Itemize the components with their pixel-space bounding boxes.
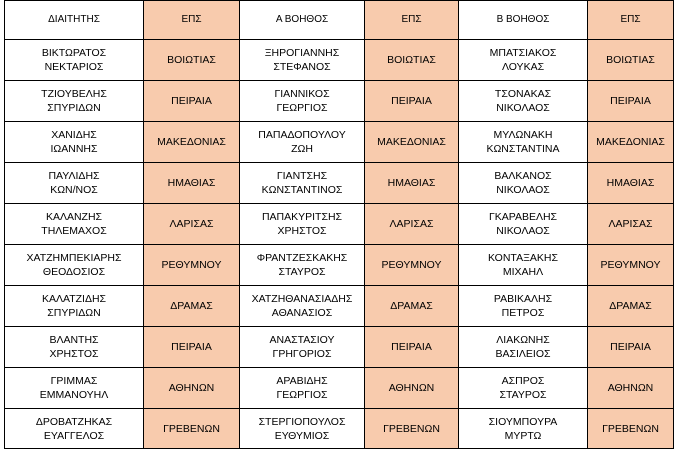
assistant-a-eps-cell: ΑΘΗΝΩΝ xyxy=(365,368,459,409)
table-row xyxy=(5,286,674,327)
surname: ΜΠΑΤΣΙΑΚΟΣ xyxy=(489,47,557,59)
table-body xyxy=(5,40,674,449)
referee-name-cell xyxy=(5,245,144,286)
assistant-b-name-cell xyxy=(459,81,588,122)
surname: ΠΑΠΑΚΥΡΙΤΣΗΣ xyxy=(261,211,343,223)
first-name: ΜΥΡΤΩ xyxy=(504,429,542,442)
surname: ΑΝΑΣΤΑΣΙΟΥ xyxy=(269,334,335,346)
assistant-a-eps-cell: ΓΡΕΒΕΝΩΝ xyxy=(365,409,459,449)
assistant-b-name-cell xyxy=(459,245,588,286)
surname: ΛΙΑΚΩΝΗΣ xyxy=(496,334,550,346)
referee-name-cell xyxy=(5,163,144,204)
surname: ΒΙΚΤΩΡΑΤΟΣ xyxy=(41,47,107,59)
table-row xyxy=(5,81,674,122)
header-referee: ΔΙΑΙΤΗΤΗΣ xyxy=(5,1,144,40)
surname: ΓΙΑΝΤΣΗΣ xyxy=(276,170,328,182)
assistant-a-eps-cell: ΠΕΙΡΑΙΑ xyxy=(365,81,459,122)
assistant-b-eps-cell: ΓΡΕΒΕΝΩΝ xyxy=(588,409,674,449)
assistant-a-eps-cell: ΗΜΑΘΙΑΣ xyxy=(365,163,459,204)
surname: ΔΡΟΒΑΤΖΗΚΑΣ xyxy=(35,415,113,428)
assistant-a-name-cell xyxy=(240,122,365,163)
surname: ΚΟΝΤΑΞΑΚΗΣ xyxy=(488,252,558,264)
table-row xyxy=(5,204,674,245)
assistant-b-name-cell xyxy=(459,327,588,368)
referee-eps-cell: ΛΑΡΙΣΑΣ xyxy=(144,204,240,245)
referee-eps-cell: ΠΕΙΡΑΙΑ xyxy=(144,81,240,122)
surname: ΜΥΛΩΝΑΚΗ xyxy=(493,129,553,141)
surname: ΚΑΛΑΤΖΙΔΗΣ xyxy=(41,293,107,305)
referee-eps-cell: ΜΑΚΕΔΟΝΙΑΣ xyxy=(144,122,240,163)
first-name: ΝΙΚΟΛΑΟΣ xyxy=(496,225,550,237)
first-name: ΕΥΑΓΓΕΛΟΣ xyxy=(43,429,105,442)
surname: ΑΡΑΒΙΔΗΣ xyxy=(276,375,328,387)
assistant-b-eps-cell: ΜΑΚΕΔΟΝΙΑΣ xyxy=(588,122,674,163)
table-row xyxy=(5,122,674,163)
assistant-b-eps-cell: ΒΟΙΩΤΙΑΣ xyxy=(588,40,674,81)
header-assistant-a: Α ΒΟΗΘΟΣ xyxy=(240,1,365,40)
assistant-b-eps-cell: ΠΕΙΡΑΙΑ xyxy=(588,81,674,122)
referee-name-cell xyxy=(5,286,144,327)
header-assistant-b: Β ΒΟΗΘΟΣ xyxy=(459,1,588,40)
assistant-a-name-cell xyxy=(240,163,365,204)
assistant-a-eps-cell: ΛΑΡΙΣΑΣ xyxy=(365,204,459,245)
assistant-b-name-cell xyxy=(459,204,588,245)
assistant-b-eps-cell: ΔΡΑΜΑΣ xyxy=(588,286,674,327)
first-name: ΤΗΛΕΜΑΧΟΣ xyxy=(41,225,107,237)
surname: ΒΑΛΚΑΝΟΣ xyxy=(494,170,552,182)
first-name: ΜΙΧΑΗΛ xyxy=(502,266,544,278)
referee-name-cell xyxy=(5,122,144,163)
first-name: ΚΩΝΣΤΑΝΤΙΝΑ xyxy=(486,143,560,155)
referee-name-cell xyxy=(5,40,144,81)
surname: ΧΑΤΖΗΘΑΝΑΣΙΑΔΗΣ xyxy=(251,293,353,305)
surname: ΑΣΠΡΟΣ xyxy=(501,375,545,387)
first-name: ΙΩΑΝΝΗΣ xyxy=(50,143,98,155)
surname: ΧΑΝΙΔΗΣ xyxy=(51,129,97,141)
referee-eps-cell: ΡΕΘΥΜΝΟΥ xyxy=(144,245,240,286)
surname: ΠΑΥΛΙΔΗΣ xyxy=(48,170,100,182)
assistant-a-name-cell xyxy=(240,409,365,449)
assistant-a-eps-cell: ΠΕΙΡΑΙΑ xyxy=(365,327,459,368)
assistant-a-eps-cell: ΔΡΑΜΑΣ xyxy=(365,286,459,327)
first-name: ΠΕΤΡΟΣ xyxy=(501,307,545,319)
surname: ΓΙΑΝΝΙΚΟΣ xyxy=(274,88,330,100)
surname: ΤΖΙΟΥΒΕΛΗΣ xyxy=(41,88,107,100)
assistant-b-eps-cell: ΗΜΑΘΙΑΣ xyxy=(588,163,674,204)
table-header-row xyxy=(5,1,674,40)
table-row xyxy=(5,368,674,409)
surname: ΚΑΛΑΝΖΗΣ xyxy=(45,211,103,223)
surname: ΠΑΠΑΔΟΠΟΥΛΟΥ xyxy=(258,129,346,141)
header-assistant-b-eps: ΕΠΣ xyxy=(588,1,674,40)
first-name: ΑΘΑΝΑΣΙΟΣ xyxy=(271,307,333,319)
first-name: ΣΤΑΥΡΟΣ xyxy=(278,266,326,278)
referee-assignments-table xyxy=(4,0,674,449)
assistant-b-name-cell xyxy=(459,163,588,204)
referee-eps-cell: ΠΕΙΡΑΙΑ xyxy=(144,327,240,368)
first-name: ΚΩΝ/ΝΟΣ xyxy=(50,184,98,196)
surname: ΣΤΕΡΓΙΟΠΟΥΛΟΣ xyxy=(258,415,346,428)
surname: ΤΣΟΝΑΚΑΣ xyxy=(494,88,552,100)
assistant-a-name-cell xyxy=(240,204,365,245)
table-row xyxy=(5,163,674,204)
assistant-b-eps-cell: ΠΕΙΡΑΙΑ xyxy=(588,327,674,368)
first-name: ΓΕΩΡΓΙΟΣ xyxy=(276,389,328,401)
surname: ΒΛΑΝΤΗΣ xyxy=(49,334,99,346)
first-name: ΕΜΜΑΝΟΥΗΛ xyxy=(39,389,109,401)
assistant-b-name-cell xyxy=(459,286,588,327)
referee-name-cell xyxy=(5,409,144,449)
header-assistant-a-eps: ΕΠΣ xyxy=(365,1,459,40)
first-name: ΖΩΗ xyxy=(291,143,313,155)
referee-name-cell xyxy=(5,81,144,122)
assistant-b-name-cell xyxy=(459,40,588,81)
surname: ΣΙΟΥΜΠΟΥΡΑ xyxy=(488,415,558,428)
referee-eps-cell: ΒΟΙΩΤΙΑΣ xyxy=(144,40,240,81)
first-name: ΝΙΚΟΛΑΟΣ xyxy=(496,184,550,196)
first-name: ΚΩΝΣΤΑΝΤΙΝΟΣ xyxy=(261,184,343,196)
assistant-a-eps-cell: ΜΑΚΕΔΟΝΙΑΣ xyxy=(365,122,459,163)
first-name: ΓΡΗΓΟΡΙΟΣ xyxy=(272,348,332,360)
table-row xyxy=(5,327,674,368)
assistant-a-name-cell xyxy=(240,368,365,409)
surname: ΧΑΤΖΗΜΠΕΚΙΑΡΗΣ xyxy=(26,252,122,264)
first-name: ΓΕΩΡΓΙΟΣ xyxy=(276,102,328,114)
assistant-a-name-cell xyxy=(240,81,365,122)
surname: ΞΗΡΟΓΙΑΝΝΗΣ xyxy=(264,47,340,59)
first-name: ΒΑΣΙΛΕΙΟΣ xyxy=(495,348,551,360)
referee-eps-cell: ΗΜΑΘΙΑΣ xyxy=(144,163,240,204)
referee-eps-cell: ΔΡΑΜΑΣ xyxy=(144,286,240,327)
first-name: ΛΟΥΚΑΣ xyxy=(501,61,545,73)
first-name: ΣΤΕΦΑΝΟΣ xyxy=(273,61,331,73)
assistant-a-name-cell xyxy=(240,40,365,81)
assistant-a-name-cell xyxy=(240,327,365,368)
assistant-a-eps-cell: ΡΕΘΥΜΝΟΥ xyxy=(365,245,459,286)
table-row xyxy=(5,409,674,449)
assistant-a-name-cell xyxy=(240,245,365,286)
assistant-b-eps-cell: ΛΑΡΙΣΑΣ xyxy=(588,204,674,245)
header-referee-eps: ΕΠΣ xyxy=(144,1,240,40)
surname: ΦΡΑΝΤΖΕΣΚΑΚΗΣ xyxy=(256,252,348,264)
first-name: ΣΠΥΡΙΔΩΝ xyxy=(47,307,101,319)
referee-name-cell xyxy=(5,204,144,245)
first-name: ΘΕΟΔΟΣΙΟΣ xyxy=(42,266,106,278)
first-name: ΣΤΑΥΡΟΣ xyxy=(499,389,547,401)
surname: ΓΡΙΜΜΑΣ xyxy=(50,375,98,387)
surname: ΡΑΒΙΚΑΛΗΣ xyxy=(493,293,553,305)
assistant-b-name-cell xyxy=(459,368,588,409)
referee-name-cell xyxy=(5,327,144,368)
assistant-b-eps-cell: ΑΘΗΝΩΝ xyxy=(588,368,674,409)
first-name: ΝΕΚΤΑΡΙΟΣ xyxy=(44,61,104,73)
referee-assignments-sheet xyxy=(4,0,673,449)
first-name: ΧΡΗΣΤΟΣ xyxy=(49,348,99,360)
assistant-b-eps-cell: ΡΕΘΥΜΝΟΥ xyxy=(588,245,674,286)
first-name: ΧΡΗΣΤΟΣ xyxy=(277,225,327,237)
referee-eps-cell: ΑΘΗΝΩΝ xyxy=(144,368,240,409)
assistant-a-name-cell xyxy=(240,286,365,327)
first-name: ΕΥΘΥΜΙΟΣ xyxy=(274,429,330,442)
referee-name-cell xyxy=(5,368,144,409)
table-row xyxy=(5,40,674,81)
first-name: ΝΙΚΟΛΑΟΣ xyxy=(496,102,550,114)
assistant-a-eps-cell: ΒΟΙΩΤΙΑΣ xyxy=(365,40,459,81)
surname: ΓΚΑΡΑΒΕΛΗΣ xyxy=(488,211,558,223)
referee-eps-cell: ΓΡΕΒΕΝΩΝ xyxy=(144,409,240,449)
assistant-b-name-cell xyxy=(459,409,588,449)
table-row xyxy=(5,245,674,286)
assistant-b-name-cell xyxy=(459,122,588,163)
first-name: ΣΠΥΡΙΔΩΝ xyxy=(47,102,101,114)
